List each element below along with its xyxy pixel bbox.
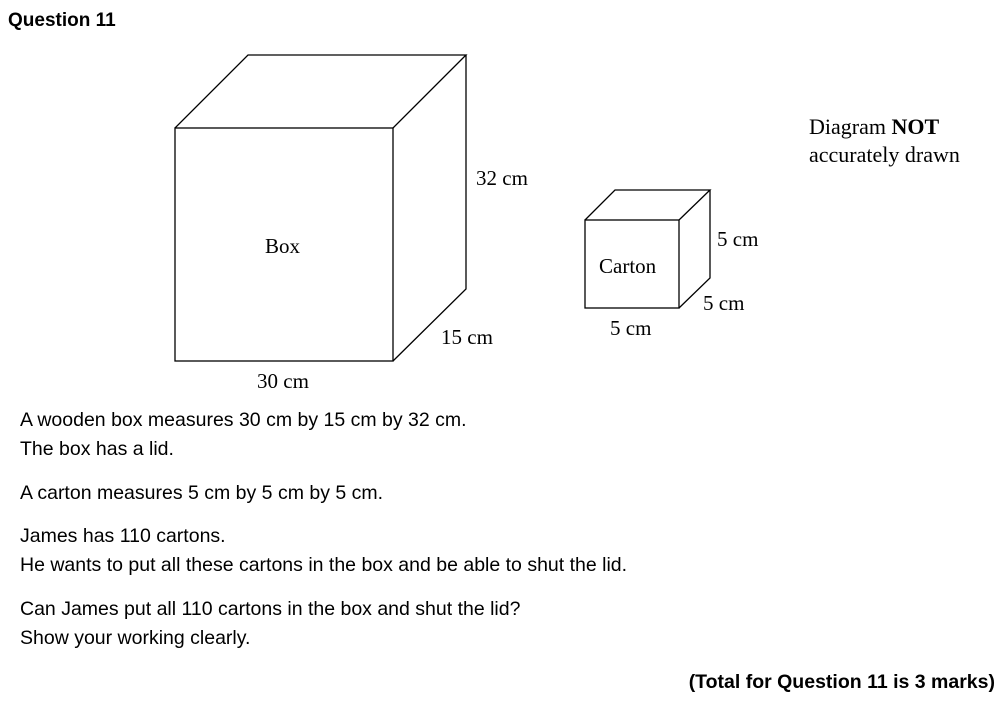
carton-height-label: 5 cm	[717, 227, 759, 251]
carton-width-label: 5 cm	[610, 316, 652, 340]
note-prefix: Diagram	[809, 114, 892, 139]
carton-top-face	[585, 190, 710, 220]
carton-cube	[585, 190, 710, 308]
text-line: He wants to put all these cartons in the box and be able to shut the lid.	[20, 554, 628, 576]
carton-label: Carton	[599, 254, 657, 278]
box-width-label: 30 cm	[257, 369, 309, 393]
text-line: The box has a lid.	[20, 438, 174, 460]
paragraph-question	[20, 595, 520, 653]
box-height-label: 32 cm	[476, 166, 528, 190]
diagram-note	[809, 113, 960, 169]
paragraph-carton-description	[20, 479, 383, 508]
carton-depth-label: 5 cm	[703, 291, 745, 315]
total-marks: (Total for Question 11 is 3 marks)	[688, 671, 995, 693]
box-top-face	[175, 55, 466, 128]
paragraph-box-description	[20, 406, 467, 464]
box-depth-label: 15 cm	[441, 325, 493, 349]
text-line: Can James put all 110 cartons in the box and shut the lid?	[20, 598, 521, 620]
text-line: Show your working clearly.	[20, 627, 251, 649]
note-emphasis: NOT	[891, 114, 940, 139]
question-title: Question 11	[8, 10, 116, 31]
box-side-face	[393, 55, 466, 361]
paragraph-james	[20, 522, 627, 580]
box-cuboid	[175, 55, 466, 361]
text-line: A wooden box measures 30 cm by 15 cm by 32 cm.	[20, 409, 467, 431]
note-line2: accurately drawn	[809, 142, 960, 167]
text-line: A carton measures 5 cm by 5 cm by 5 cm.	[20, 482, 384, 504]
text-line: James has 110 cartons.	[20, 525, 226, 547]
box-label: Box	[265, 234, 301, 258]
